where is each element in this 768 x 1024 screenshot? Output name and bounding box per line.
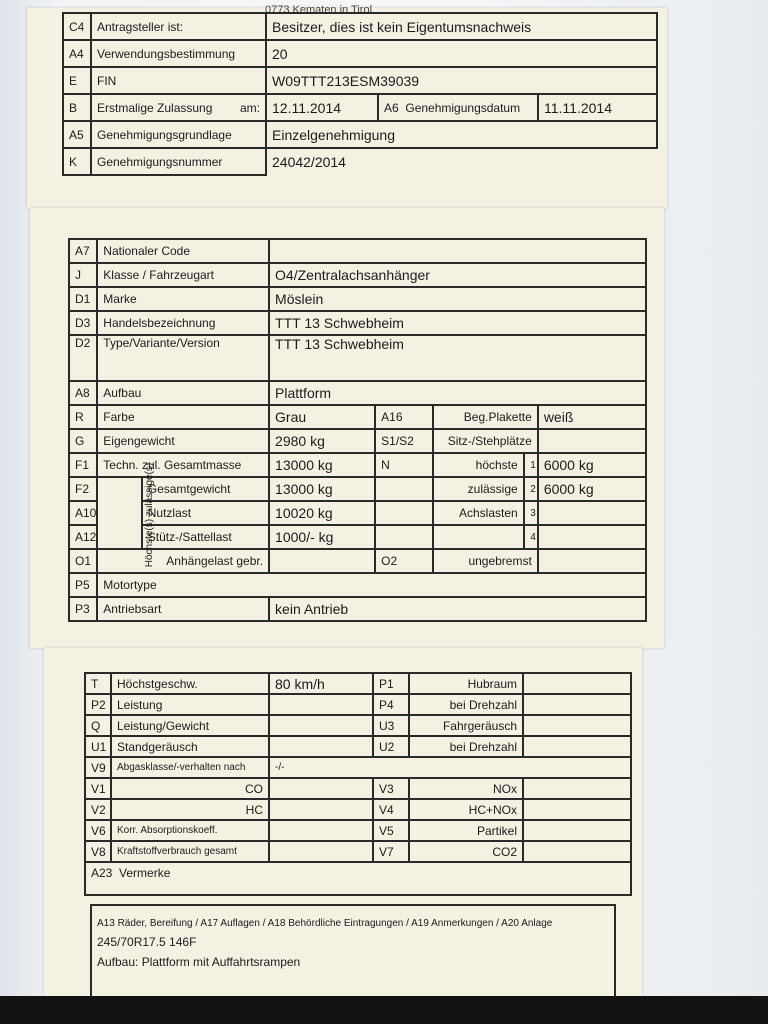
field-code: A12: [69, 525, 97, 549]
field-code: V2: [85, 799, 111, 820]
table-row: [69, 477, 646, 501]
field-value: [269, 715, 373, 736]
table-row: [69, 239, 646, 263]
field-code: P2: [85, 694, 111, 715]
field-label: NOx: [409, 778, 523, 799]
field-label: Höchstgeschw.: [111, 673, 269, 694]
field-label: HC: [111, 799, 269, 820]
axle-number: 1: [524, 453, 538, 477]
empty-cell: [375, 501, 433, 525]
table-row: [69, 525, 646, 549]
field-value: [523, 673, 631, 694]
field-code: F2: [69, 477, 97, 501]
engine-data-table: [84, 672, 632, 896]
table-row: [85, 841, 631, 862]
table-row: [63, 13, 657, 40]
field-value: [538, 501, 646, 525]
field-value: O4/Zentralachsanhänger: [269, 263, 646, 287]
field-value: [538, 549, 646, 573]
field-code: V1: [85, 778, 111, 799]
table-row: [63, 94, 657, 121]
table-row: [63, 40, 657, 67]
table-row: [85, 757, 631, 778]
field-label: Antragsteller ist:: [91, 13, 266, 40]
field-value: Besitzer, dies ist kein Eigentumsnachweis: [266, 13, 657, 40]
field-value: 24042/2014: [266, 148, 657, 175]
field-label: Abgasklasse/-verhalten nach: [111, 757, 269, 778]
field-code: V9: [85, 757, 111, 778]
field-label: Antriebsart: [97, 597, 269, 621]
field-code: V3: [373, 778, 409, 799]
field-code: G: [69, 429, 97, 453]
field-value: [269, 841, 373, 862]
field-code: D3: [69, 311, 97, 335]
field-value: 6000 kg: [538, 453, 646, 477]
field-label: Vermerke: [119, 866, 171, 880]
table-row: [69, 287, 646, 311]
table-row: [85, 862, 631, 895]
field-value: 2980 kg: [269, 429, 375, 453]
table-row: [69, 311, 646, 335]
table-row: [69, 263, 646, 287]
field-label: Beg.Plakette: [433, 405, 538, 429]
field-value: [523, 778, 631, 799]
field-code: P4: [373, 694, 409, 715]
field-label: HC+NOx: [409, 799, 523, 820]
field-label: FIN: [91, 67, 266, 94]
field-code: V5: [373, 820, 409, 841]
field-value: [523, 715, 631, 736]
field-code: A10: [69, 501, 97, 525]
field-label: Kraftstoffverbrauch gesamt: [111, 841, 269, 862]
field-label: Anhängelast gebr.: [97, 549, 269, 573]
registration-table: [62, 12, 658, 176]
field-code: A16: [375, 405, 433, 429]
rotated-label-cell: [97, 462, 156, 568]
table-row: [85, 715, 631, 736]
field-label: bei Drehzahl: [409, 694, 523, 715]
field-value: TTT 13 Schwebheim: [269, 311, 646, 335]
field-label: Achslasten: [433, 501, 524, 525]
field-code: V4: [373, 799, 409, 820]
field-value: [269, 820, 373, 841]
field-value: [523, 841, 631, 862]
field-code: P1: [373, 673, 409, 694]
fin-value: W09TTT213ESM39039: [266, 67, 657, 94]
field-code: S1/S2: [375, 429, 433, 453]
field-label: Stütz-/Sattellast: [142, 525, 269, 549]
table-row: [69, 429, 646, 453]
field-label: Standgeräusch: [111, 736, 269, 757]
field-value: [523, 820, 631, 841]
field-value: Einzelgenehmigung: [266, 121, 657, 148]
field-value: [538, 429, 646, 453]
field-label: Eigengewicht: [97, 429, 269, 453]
field-label: Nutzlast: [142, 501, 269, 525]
axle-number: 3: [524, 501, 538, 525]
field-label: Marke: [97, 287, 269, 311]
field-label: Klasse / Fahrzeugart: [97, 263, 269, 287]
table-row: [63, 148, 657, 175]
field-code: U1: [85, 736, 111, 757]
empty-cell: [375, 477, 433, 501]
field-label: CO: [111, 778, 269, 799]
field-label: Partikel: [409, 820, 523, 841]
table-row: [69, 597, 646, 621]
field-code: R: [69, 405, 97, 429]
table-row: [69, 335, 646, 381]
field-code: A5: [63, 121, 91, 148]
rotated-label: Höchste(s) zulässige(s): [144, 462, 156, 568]
field-value: TTT 13 Schwebheim: [269, 335, 646, 381]
field-label: Leistung: [111, 694, 269, 715]
field-value: [523, 736, 631, 757]
field-label: Handelsbezeichnung: [97, 311, 269, 335]
field-label: Korr. Absorptionskoeff.: [111, 820, 269, 841]
field-value: [269, 778, 373, 799]
field-code: A8: [69, 381, 97, 405]
field-value: weiß: [538, 405, 646, 429]
field-label: Genehmigungsdatum: [405, 100, 521, 115]
table-row: [69, 453, 646, 477]
field-code: D1: [69, 287, 97, 311]
field-label: Aufbau: [97, 381, 269, 405]
field-value: [269, 239, 646, 263]
field-label: bei Drehzahl: [409, 736, 523, 757]
field-code: Q: [85, 715, 111, 736]
field-code: P5: [69, 573, 97, 597]
field-code: D2: [69, 335, 97, 381]
table-row: [63, 121, 657, 148]
field-code: K: [63, 148, 91, 175]
field-value: [523, 694, 631, 715]
empty-cell: [433, 525, 524, 549]
field-value: 1000/- kg: [269, 525, 375, 549]
field-code: A7: [69, 239, 97, 263]
field-code: P3: [69, 597, 97, 621]
field-code: O1: [69, 549, 97, 573]
field-code: J: [69, 263, 97, 287]
field-code: U3: [373, 715, 409, 736]
field-value: 6000 kg: [538, 477, 646, 501]
field-value: [269, 736, 373, 757]
field-value: -/-: [269, 757, 631, 778]
field-value: 80 km/h: [269, 673, 373, 694]
field-label: Leistung/Gewicht: [111, 715, 269, 736]
field-value: [269, 694, 373, 715]
field-label: Verwendungsbestimmung: [91, 40, 266, 67]
field-label: Gesamtgewicht: [142, 477, 269, 501]
field-value: 13000 kg: [269, 477, 375, 501]
field-code: A4: [63, 40, 91, 67]
field-label: Fahrgeräusch: [409, 715, 523, 736]
table-row: [85, 673, 631, 694]
table-row: [85, 799, 631, 820]
table-row: [85, 778, 631, 799]
field-code: A23: [91, 866, 113, 880]
field-code: E: [63, 67, 91, 94]
field-label: Erstmalige Zulassung: [97, 100, 213, 115]
table-row: [69, 573, 646, 597]
table-row: [69, 501, 646, 525]
field-label: CO2: [409, 841, 523, 862]
field-code: V7: [373, 841, 409, 862]
field-label: ungebremst: [433, 549, 538, 573]
body-remark: Aufbau: Plattform mit Auffahrtsrampen: [97, 955, 301, 969]
field-value: kein Antrieb: [269, 597, 646, 621]
field-value: 11.11.2014: [538, 94, 657, 121]
field-label: höchste: [433, 453, 524, 477]
field-label: Nationaler Code: [97, 239, 269, 263]
field-label-am: am:: [239, 100, 260, 115]
field-value: [269, 799, 373, 820]
table-row: [85, 820, 631, 841]
field-value: [538, 525, 646, 549]
axle-number: 2: [524, 477, 538, 501]
table-row: [69, 549, 646, 573]
tire-spec: 245/70R17.5 146F: [97, 935, 197, 949]
field-code: N: [375, 453, 433, 477]
field-code: B: [63, 94, 91, 121]
field-value: Grau: [269, 405, 375, 429]
field-label: Sitz-/Stehplätze: [433, 429, 538, 453]
field-value: [269, 549, 375, 573]
field-label: zulässige: [433, 477, 524, 501]
table-row: [69, 381, 646, 405]
remarks-header: A13 Räder, Bereifung / A17 Auflagen / A18 Behördliche Eintragungen / A19 Anmerkungen / A20 Anlage: [97, 918, 553, 929]
field-code: O2: [375, 549, 433, 573]
field-value: 10020 kg: [269, 501, 375, 525]
table-row: [85, 736, 631, 757]
cut-off-header: 0773 Kematen in Tirol: [265, 4, 373, 16]
field-code: F1: [69, 453, 97, 477]
table-row: [63, 67, 657, 94]
monitor-bezel: [0, 996, 768, 1024]
field-label: Hubraum: [409, 673, 523, 694]
remarks-box: [90, 904, 616, 996]
field-code: V8: [85, 841, 111, 862]
table-row: [69, 405, 646, 429]
field-label: Motortype: [97, 573, 646, 597]
field-label: Genehmigungsgrundlage: [91, 121, 266, 148]
field-value: [523, 799, 631, 820]
field-code: A6: [384, 100, 399, 115]
field-label: Farbe: [97, 405, 269, 429]
field-value: 20: [266, 40, 657, 67]
field-code: V6: [85, 820, 111, 841]
table-row: [85, 694, 631, 715]
field-code: T: [85, 673, 111, 694]
field-value: 13000 kg: [269, 453, 375, 477]
field-label: Techn. zul. Gesamtmasse: [97, 453, 269, 477]
field-label: Genehmigungsnummer: [91, 148, 266, 175]
field-code: U2: [373, 736, 409, 757]
field-value: 12.11.2014: [266, 94, 378, 121]
field-code: C4: [63, 13, 91, 40]
vehicle-data-table: [68, 238, 647, 622]
axle-number: 4: [524, 525, 538, 549]
field-value: Möslein: [269, 287, 646, 311]
empty-cell: [375, 525, 433, 549]
field-value: Plattform: [269, 381, 646, 405]
field-label: Type/Variante/Version: [97, 335, 269, 381]
